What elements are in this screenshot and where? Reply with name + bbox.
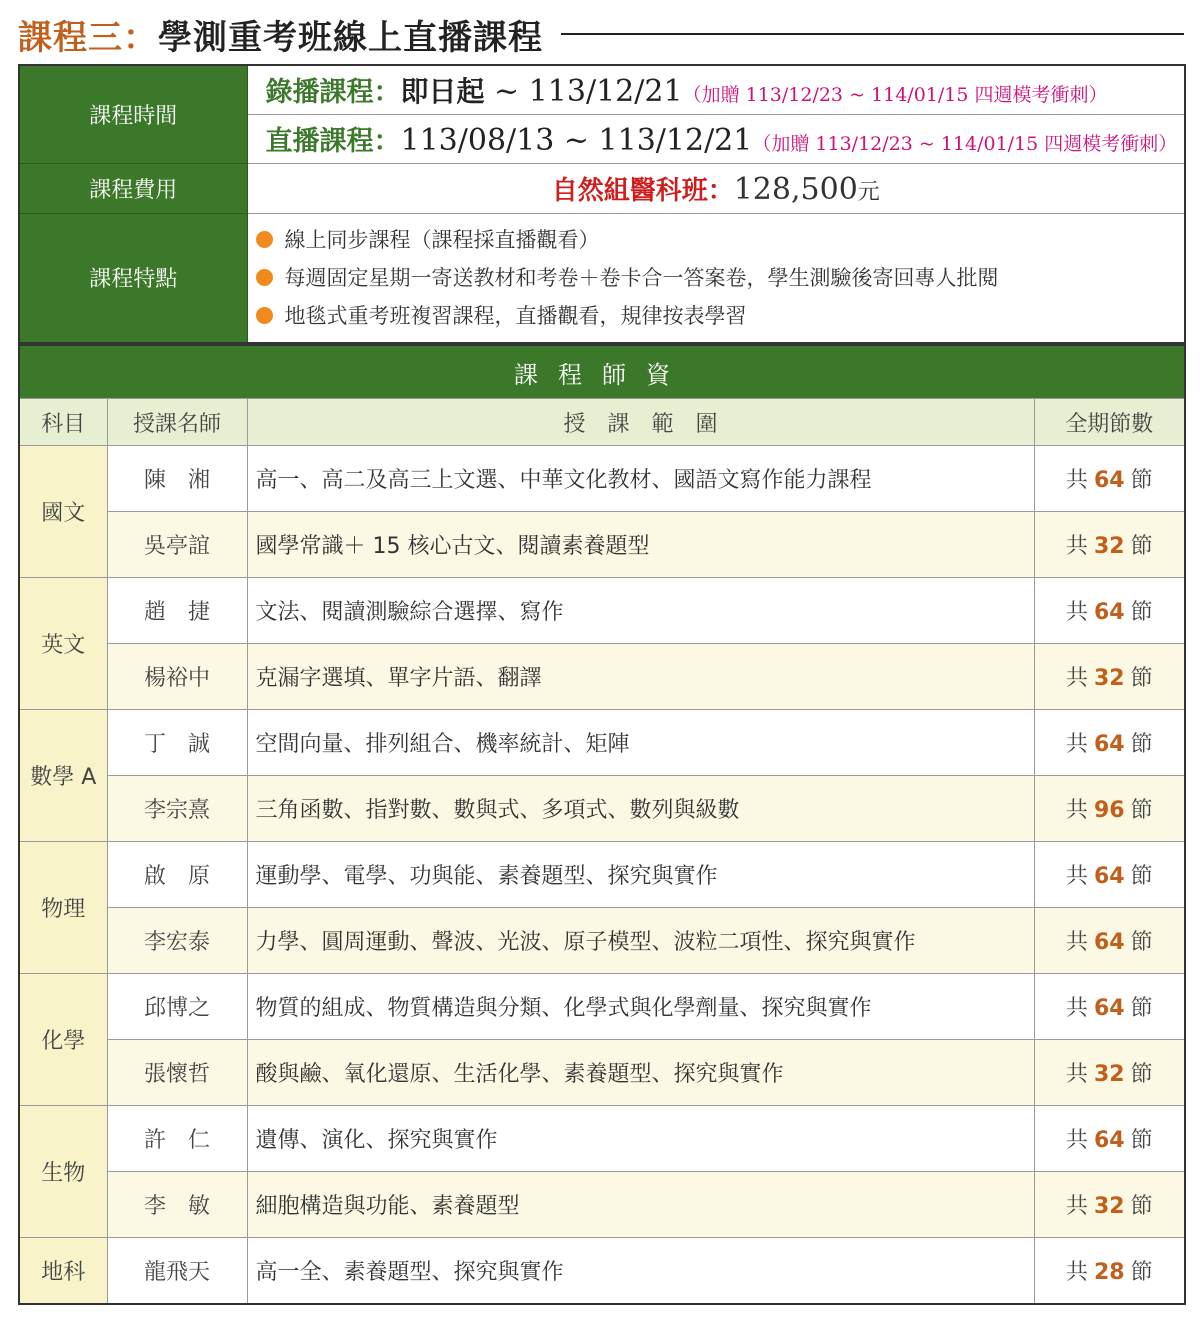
range-cell: 運動學、電學、功與能、素養題型、探究與實作 xyxy=(247,842,1034,908)
count-prefix: 共 xyxy=(1065,798,1088,823)
range-cell: 高一、高二及高三上文選、中華文化教材、國語文寫作能力課程 xyxy=(247,446,1034,512)
count-cell xyxy=(1034,1238,1185,1305)
feature-list xyxy=(247,213,1185,343)
count-cell xyxy=(1034,842,1185,908)
count-number: 64 xyxy=(1093,864,1125,889)
subject-cell: 數學 A xyxy=(19,710,107,842)
count-suffix: 節 xyxy=(1130,798,1153,823)
recorded-kind: 錄播課程： xyxy=(265,76,401,108)
teacher-cell: 吳亭誼 xyxy=(107,512,247,578)
range-cell: 國學常識＋ 15 核心古文、閱讀素養題型 xyxy=(247,512,1034,578)
subject-cell: 英文 xyxy=(19,578,107,710)
count-prefix: 共 xyxy=(1065,864,1088,889)
range-cell: 力學、圓周運動、聲波、光波、原子模型、波粒二項性、探究與實作 xyxy=(247,908,1034,974)
course-number-label: 課程三： xyxy=(18,17,158,58)
count-suffix: 節 xyxy=(1130,930,1153,955)
teacher-cell: 許 仁 xyxy=(107,1106,247,1172)
table-row xyxy=(19,446,1185,512)
bullet-dot-icon xyxy=(256,231,273,248)
fee-amount: 128,500 xyxy=(733,171,858,207)
feature-item: 地毯式重考班複習課程，直播觀看，規律按表學習 xyxy=(256,297,1185,335)
table-row xyxy=(19,908,1185,974)
count-cell xyxy=(1034,1040,1185,1106)
count-cell xyxy=(1034,1106,1185,1172)
count-cell xyxy=(1034,908,1185,974)
bullet-dot-icon xyxy=(256,269,273,286)
count-prefix: 共 xyxy=(1065,468,1088,493)
subject-cell: 物理 xyxy=(19,842,107,974)
table-row xyxy=(19,974,1185,1040)
count-number: 32 xyxy=(1093,1194,1125,1219)
count-number: 64 xyxy=(1093,930,1125,955)
count-cell xyxy=(1034,776,1185,842)
range-cell: 酸與鹼、氧化還原、生活化學、素養題型、探究與實作 xyxy=(247,1040,1034,1106)
course-title: 學測重考班線上直播課程 xyxy=(158,17,543,58)
range-cell: 遺傳、演化、探究與實作 xyxy=(247,1106,1034,1172)
count-cell xyxy=(1034,1172,1185,1238)
count-prefix: 共 xyxy=(1065,930,1088,955)
title-rule xyxy=(561,33,1184,35)
recorded-bonus: （加贈 113/12/23 ~ 114/01/15 四週模考衝刺） xyxy=(682,83,1108,106)
table-row xyxy=(19,512,1185,578)
range-cell: 克漏字選填、單字片語、翻譯 xyxy=(247,644,1034,710)
range-cell: 文法、閱讀測驗綜合選擇、寫作 xyxy=(247,578,1034,644)
teacher-cell: 龍飛天 xyxy=(107,1238,247,1305)
count-prefix: 共 xyxy=(1065,1260,1088,1285)
count-prefix: 共 xyxy=(1065,996,1088,1021)
page-title xyxy=(18,8,1184,60)
count-number: 64 xyxy=(1093,996,1125,1021)
teachers-table xyxy=(18,344,1186,1305)
teachers-rows xyxy=(19,446,1185,1305)
count-suffix: 節 xyxy=(1130,600,1153,625)
recorded-start: 即日起 xyxy=(400,74,485,108)
range-cell: 三角函數、指對數、數與式、多項式、數列與級數 xyxy=(247,776,1034,842)
live-kind: 直播課程： xyxy=(265,126,401,157)
range-cell: 物質的組成、物質構造與分類、化學式與化學劑量、探究與實作 xyxy=(247,974,1034,1040)
count-number: 64 xyxy=(1093,468,1125,493)
teacher-cell: 邱博之 xyxy=(107,974,247,1040)
fee-unit: 元 xyxy=(857,179,880,205)
count-suffix: 節 xyxy=(1130,1128,1153,1153)
teacher-cell: 張懷哲 xyxy=(107,1040,247,1106)
teachers-title: 課程師資 xyxy=(19,345,1185,399)
feature-item: 每週固定星期一寄送教材和考卷＋卷卡合一答案卷，學生測驗後寄回專人批閱 xyxy=(256,259,1185,297)
table-row xyxy=(19,776,1185,842)
column-header-count: 全期節數 xyxy=(1034,399,1185,446)
teacher-cell: 陳 湘 xyxy=(107,446,247,512)
range-cell: 高一全、素養題型、探究與實作 xyxy=(247,1238,1034,1305)
count-cell xyxy=(1034,512,1185,578)
teacher-cell: 楊裕中 xyxy=(107,644,247,710)
count-cell xyxy=(1034,446,1185,512)
count-prefix: 共 xyxy=(1065,1128,1088,1153)
count-cell xyxy=(1034,974,1185,1040)
subject-cell: 生物 xyxy=(19,1106,107,1238)
bullet-dot-icon xyxy=(256,307,273,324)
count-number: 28 xyxy=(1093,1260,1125,1285)
time-label: 課程時間 xyxy=(19,65,247,163)
teacher-cell: 啟 原 xyxy=(107,842,247,908)
count-number: 64 xyxy=(1093,600,1125,625)
table-row xyxy=(19,644,1185,710)
course-info-table xyxy=(18,64,1186,344)
teacher-cell: 李宗熹 xyxy=(107,776,247,842)
table-row xyxy=(19,1172,1185,1238)
subject-cell: 地科 xyxy=(19,1238,107,1305)
count-number: 96 xyxy=(1093,798,1125,823)
count-prefix: 共 xyxy=(1065,1194,1088,1219)
count-cell xyxy=(1034,644,1185,710)
live-course-time xyxy=(247,114,1185,163)
column-header-range: 授 課 範 圍 xyxy=(247,399,1034,446)
count-cell xyxy=(1034,578,1185,644)
table-row xyxy=(19,842,1185,908)
teacher-cell: 丁 誠 xyxy=(107,710,247,776)
recorded-course-time xyxy=(247,65,1185,114)
teacher-cell: 李宏泰 xyxy=(107,908,247,974)
count-prefix: 共 xyxy=(1065,1062,1088,1087)
count-suffix: 節 xyxy=(1130,996,1153,1021)
count-number: 32 xyxy=(1093,666,1125,691)
column-header-teacher: 授課名師 xyxy=(107,399,247,446)
recorded-range: ~ 113/12/21 xyxy=(484,73,683,109)
live-bonus: （加贈 113/12/23 ~ 114/01/15 四週模考衝刺） xyxy=(752,133,1178,155)
table-row xyxy=(19,1106,1185,1172)
count-suffix: 節 xyxy=(1130,1062,1153,1087)
count-prefix: 共 xyxy=(1065,666,1088,691)
column-header-subject: 科目 xyxy=(19,399,107,446)
count-suffix: 節 xyxy=(1130,864,1153,889)
count-number: 64 xyxy=(1093,732,1125,757)
table-row xyxy=(19,710,1185,776)
count-suffix: 節 xyxy=(1130,1260,1153,1285)
count-prefix: 共 xyxy=(1065,600,1088,625)
teacher-cell: 趙 捷 xyxy=(107,578,247,644)
count-prefix: 共 xyxy=(1065,732,1088,757)
count-cell xyxy=(1034,710,1185,776)
table-row xyxy=(19,1040,1185,1106)
table-row xyxy=(19,1238,1185,1305)
count-suffix: 節 xyxy=(1130,468,1153,493)
range-cell: 空間向量、排列組合、機率統計、矩陣 xyxy=(247,710,1034,776)
count-suffix: 節 xyxy=(1130,1194,1153,1219)
count-prefix: 共 xyxy=(1065,534,1088,559)
subject-cell: 國文 xyxy=(19,446,107,578)
count-suffix: 節 xyxy=(1130,534,1153,559)
course-fee xyxy=(247,163,1185,213)
count-suffix: 節 xyxy=(1130,666,1153,691)
live-range: 113/08/13 ~ 113/12/21 xyxy=(400,123,753,158)
subject-cell: 化學 xyxy=(19,974,107,1106)
fee-label: 課程費用 xyxy=(19,163,247,213)
count-number: 32 xyxy=(1093,1062,1125,1087)
range-cell: 細胞構造與功能、素養題型 xyxy=(247,1172,1034,1238)
table-row xyxy=(19,578,1185,644)
count-number: 64 xyxy=(1093,1128,1125,1153)
count-number: 32 xyxy=(1093,534,1125,559)
fee-class: 自然組醫科班： xyxy=(551,175,734,206)
feature-label: 課程特點 xyxy=(19,213,247,343)
feature-item: 線上同步課程（課程採直播觀看） xyxy=(256,221,1185,259)
count-suffix: 節 xyxy=(1130,732,1153,757)
teacher-cell: 李 敏 xyxy=(107,1172,247,1238)
